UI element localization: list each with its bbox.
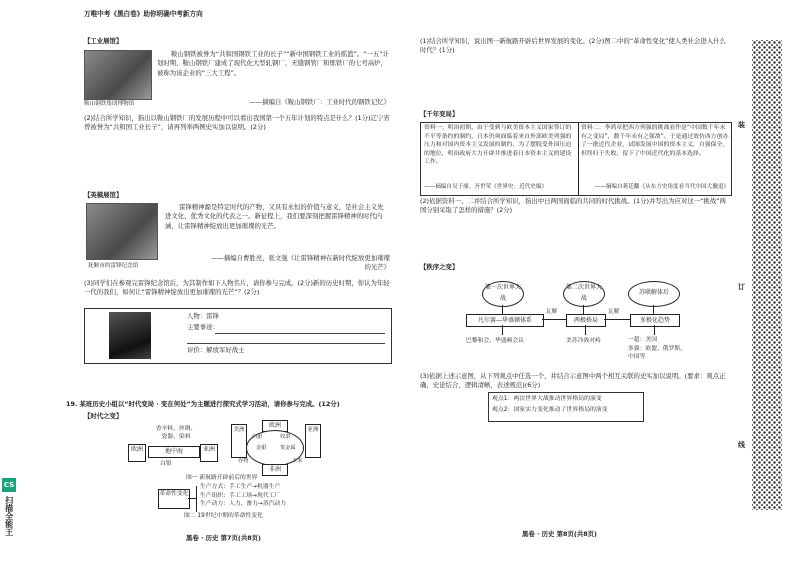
order-ww2: 第二次世界大战: [563, 281, 605, 307]
footer-left: 黑卷 · 历史 第7页(共8页): [186, 534, 261, 542]
fig1-goods-1: 香辛料、丝绸、: [155, 426, 197, 432]
fig1-r-corn: 玉米: [292, 458, 303, 464]
scanner-name: 扫描全能王: [4, 496, 14, 536]
section-title-industry: 【工业展馆】: [84, 37, 123, 45]
binding-char-1: 装: [738, 121, 745, 129]
viewpoints-box: [488, 392, 644, 422]
deeds-line-1: [215, 333, 385, 334]
card-name: 人物：雷锋: [187, 312, 219, 320]
page-header: 万唯中考《黑白卷》助你明确中考新方向: [84, 10, 203, 18]
arrow-2: [604, 319, 630, 320]
fig2-label: 革命性变化: [158, 489, 190, 509]
question-1-right: (1)结合所学知识，说出图一新航路开辟后世界发展的变化。(2分)图二中的“革命性变化”使人类社会进入什么时代？(1分): [420, 37, 726, 55]
card-eval: 评价：解放军好战士: [187, 346, 245, 354]
question-2-right: (2)依据资料一、二并结合所学知识，指出中日两国面临的共同的时代挑战。(1分)并写出为应对这一“挑战”两国分别采取了怎样的措施？(2分): [420, 197, 726, 215]
order-powers: [628, 336, 688, 362]
order-superpower: 一超：美国: [628, 337, 657, 343]
binding-char-3: 线: [738, 441, 745, 449]
order-collapse-1: 瓦解: [546, 309, 558, 315]
fig1-r-gold: 金银: [256, 445, 267, 451]
scanner-badge: CS: [2, 478, 16, 492]
fig2-line-2: 生产组织：手工工场→现代工厂: [200, 492, 281, 499]
fig2-lines: [200, 483, 286, 509]
order-versailles: 凡尔赛—华盛顿体系: [466, 314, 544, 327]
person-card: [84, 308, 392, 364]
deeds-line-2: [187, 343, 385, 344]
binding-pattern: [752, 40, 782, 510]
fig1-caption: 图一 新航路开辟前后的世界: [186, 475, 258, 481]
order-bipolar: 两极格局: [566, 314, 606, 327]
order-ww1: 第一次世界大战: [482, 281, 524, 307]
order-paris: 巴黎和会、华盛顿会议: [466, 338, 524, 344]
material-1-source: ——摘编自吴于廑、齐世荣《世界史：近代史编》: [424, 184, 548, 190]
source-industry: ——摘编自《鞍山钢铁厂：工业时代的钢铁记忆》: [249, 98, 390, 106]
card-deeds-label: 主要事迹：: [187, 323, 219, 331]
order-collapse-2: 瓦解: [608, 309, 620, 315]
left-page: [84, 37, 404, 46]
footer-right: 黑卷 · 历史 第8页(共8页): [522, 530, 597, 538]
leifeng-caption: 抚顺市的雷锋纪念馆: [88, 263, 139, 269]
question-3-left: (3)同学们在参观完雷锋纪念馆后，为其制作如下人物名片，请你参与完成。(2分)新的历史时期，你认为年轻一代的我们，如何让“雷锋精神绽放出更加璀璨的光芒”？(2分): [84, 279, 390, 297]
fig1-r-slave: 奴隶: [280, 434, 291, 440]
fig1-goods-2: 瓷器、染料: [161, 434, 191, 440]
fig1-r-metal: 贵金属: [280, 445, 296, 451]
material-2-source: ——摘编自蒋廷黻《从东方史角度看当代中国大撤退》: [594, 184, 729, 190]
arrow-down-2: [585, 325, 586, 335]
order-great-powers: 多强：欧盟、俄罗斯、中国等: [628, 345, 686, 360]
fig1-asia-2: 亚洲: [305, 424, 321, 458]
section-title-hero: 【英模展馆】: [84, 191, 123, 199]
fig1-goods: [126, 425, 226, 441]
museum-caption: 鞍山钢铁集团博物馆: [84, 101, 135, 107]
arrow-down-3: [654, 325, 655, 335]
question-3-right: (3)依据上述示意图，从下列观点中任选一个，并结合示意图中两个相互关联的史实加以说明。(要求：观点正确，史论结合，逻辑清晰，表述规范)(6分): [420, 372, 726, 390]
fig1-r-silver: 白银: [252, 434, 263, 440]
fig1-america: 美洲: [231, 424, 247, 458]
order-ussr: 苏联解体后: [628, 281, 680, 307]
section-title-order: 【秩序之变】: [420, 263, 459, 271]
source-hero: ——摘编自曹胜亮、张文强《让雷锋精神在新时代绽放更加璀璨的光芒》: [211, 254, 390, 272]
arrow-ussr: [653, 305, 654, 314]
fig2-bracket: [196, 486, 197, 512]
fig1-sea: 地中海: [148, 446, 200, 458]
material-1: 资料一：明治初期，由于受到与欧美资本主义国家签订的不平等条约的制约，日本仍须面临着来自外部欧美列强的压力和对国内资本主义发展的制约，为了摆脱受外国压迫的地位，明治政府大力开辟并推进着日本资本主义的建设工作。: [424, 125, 572, 165]
materials-box: [420, 122, 732, 196]
fig2-line-1: 生产方式：手工生产→机器生产: [200, 484, 281, 490]
fig2-connector: [188, 498, 196, 499]
binding-char-2: 订: [738, 283, 745, 291]
leifeng-photo: [86, 203, 158, 260]
arrow-ww2: [583, 305, 584, 314]
order-coldwar: 美苏冷战对峙: [566, 338, 601, 344]
fig1-africa: 非洲: [262, 464, 288, 476]
leifeng-portrait: [109, 312, 151, 359]
fig1-asia: 亚洲: [200, 444, 218, 462]
fig2-caption: 图二 19世纪中期的革命性变化: [184, 513, 263, 519]
subtitle-era: 【时代之变】: [84, 412, 123, 420]
viewpoint-1: 观点1：两次世界大战推动世界格局的演变: [492, 396, 602, 402]
arrow-down-1: [502, 325, 503, 335]
fig2-line-3: 生产动力：人力、畜力→蒸汽动力: [200, 501, 287, 507]
materials-divider: [578, 123, 579, 195]
museum-photo: [84, 50, 152, 100]
viewpoint-2: 观点2：国家实力变化推动了世界格局的演变: [492, 407, 608, 413]
arrow-1: [542, 319, 566, 320]
fig1-europe: 欧洲: [128, 444, 146, 462]
order-multipolar: 多极化趋势: [630, 314, 680, 327]
material-industry: 鞍山钢铁被誉为“共和国钢铁工业的长子”“新中国钢铁工业的摇篮”。“一五”计划时期，鞍山钢铁厂建成了现代化大型轧钢厂、无缝钢管厂和炼铁厂的七号高炉，被称为该企业的“三大工程”。: [157, 50, 389, 77]
section-title-thousand: 【千年变局】: [420, 110, 459, 118]
arrow-ww1: [502, 305, 503, 314]
fig1-r-grain: 谷物: [238, 458, 249, 464]
material-2: 资料二：李鸿章把西方列强的挑战看作是“中国数千年未有之变局”，数千年未有之强敌”。于是通过效仿西方创办了一批近代企业，试图发展中国的资本主义，自强保全，但终归于失败，留下了中国近代化的基本选择。: [581, 125, 729, 157]
fig1-europe-2: 欧洲: [262, 420, 288, 432]
fig1-silver: 白银: [160, 461, 172, 467]
material-hero: 雷锋精神源是特定时代的产物，又具有永恒的价值与意义，是社会主义先进文化、优秀文化的代表之一。新征程上，我们要深刻把握雷锋精神的时代内涵，让雷锋精神绽放出更加璀璨的光芒。: [165, 203, 384, 230]
question-2-left: (2)结合所学知识，指出以鞍山钢铁厂的发展历程中可以看出我国第一个五年计划的特点是什么？(1分)辽宁省曾被誉为“共和国工业长子”，请再列举两例史实加以说明。(2分): [84, 114, 390, 132]
question-19-stem: 19. 某班历史小组以“时代变局 · 变在何处”为主题进行探究式学习活动，请你参与完成。(12分): [66, 400, 340, 408]
